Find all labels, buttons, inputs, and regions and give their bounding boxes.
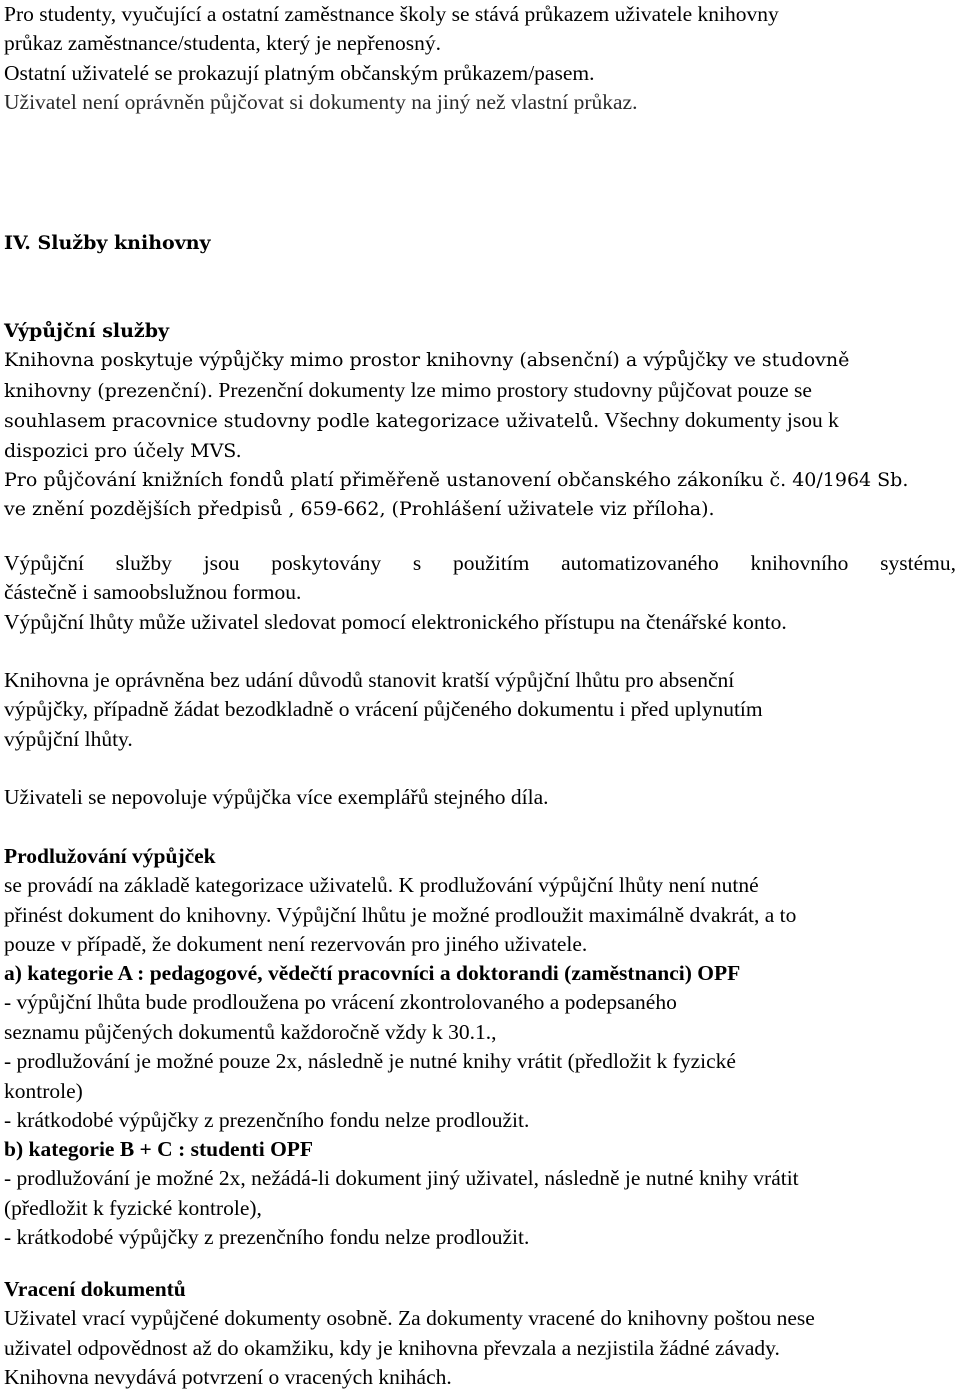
intro-line: průkaz zaměstnance/studenta, který je nepřenosný.: [4, 31, 441, 56]
system-line: částečně i samoobslužnou formou.: [4, 580, 302, 605]
kategorie-a-line: - krátkodobé výpůjčky z prezenčního fondu nelze prodloužit.: [4, 1108, 530, 1133]
opravnena-line: výpůjčky, případně žádat bezodkladně o vrácení půjčeného dokumentu i před uplynutím: [4, 697, 763, 722]
vypujcni-line: Knihovna poskytuje výpůjčky mimo prostor knihovny (absenční) a výpůjčky ve studovně: [4, 349, 850, 372]
vraceni-section: [4, 1275, 956, 1393]
system-paragraph: [4, 549, 956, 637]
kategorie-a-line: seznamu půjčených dokumentů každoročně vždy k 30.1.,: [4, 1019, 497, 1044]
kategorie-b-heading: b) kategorie B + C : studenti OPF: [4, 1137, 314, 1161]
prodluzovani-line: přinést dokument do knihovny. Výpůjční lhůtu je možné prodloužit maximálně dvakrát, a to: [4, 902, 797, 927]
intro-paragraph: [4, 0, 956, 118]
vraceni-line: Knihovna nevydává potvrzení o vracených knihách.: [4, 1365, 452, 1390]
kategorie-a-line: - prodlužování je možné pouze 2x, následně je nutné knihy vrátit (předložit k fyzické: [4, 1049, 736, 1074]
opravnena-line: Knihovna je oprávněna bez udání důvodů stanovit kratší výpůjční lhůtu pro absenční: [4, 668, 735, 692]
prodluzovani-heading: Prodlužování výpůjček: [4, 844, 216, 868]
intro-line: Ostatní uživatelé se prokazují platným občanským průkazem/pasem.: [4, 60, 595, 85]
vypujcni-line: Pro půjčování knižních fondů platí přiměřeně ustanovení občanského zákoníku č. 40/1964 Sb.: [4, 469, 909, 492]
prodluzovani-line: se provádí na základě kategorizace uživatelů. K prodlužování výpůjční lhůty není nutné: [4, 873, 759, 898]
prodluzovani-line: pouze v případě, že dokument není rezervován pro jiného uživatele.: [4, 932, 588, 957]
kategorie-b-section: [4, 1135, 956, 1253]
kategorie-a-heading: a) kategorie A : pedagogové, vědečtí pracovníci a doktorandi (zaměstnanci) OPF: [4, 961, 741, 985]
vypujcni-section: [4, 317, 956, 525]
kategorie-a-line: - výpůjční lhůta bude prodloužena po vrácení zkontrolovaného a podepsaného: [4, 990, 677, 1015]
system-line: Výpůjční lhůty může uživatel sledovat pomocí elektronického přístupu na čtenářské konto.: [4, 609, 787, 634]
prodluzovani-section: [4, 842, 956, 960]
kategorie-a-section: [4, 959, 956, 1135]
vypujcni-heading: Výpůjční služby: [4, 320, 170, 342]
vypujcni-line: knihovny (prezenční). Prezenční dokumenty lze mimo prostory studovny půjčovat pouze se: [4, 377, 812, 402]
opravnena-paragraph: [4, 666, 956, 754]
system-line: Výpůjční služby jsou poskytovány s použitím automatizovaného knihovního systému,: [4, 551, 956, 575]
intro-line: Uživatel není oprávněn půjčovat si dokumenty na jiný než vlastní průkaz.: [4, 90, 638, 115]
opravnena-line: výpůjční lhůty.: [4, 726, 133, 751]
nepovoluje-line: Uživateli se nepovoluje výpůjčka více exemplářů stejného díla.: [4, 785, 549, 809]
vypujcni-line: ve znění pozdějších předpisů , 659-662, (Prohlášení uživatele viz příloha).: [4, 498, 715, 521]
vraceni-heading: Vracení dokumentů: [4, 1277, 186, 1301]
kategorie-a-line: kontrole): [4, 1078, 83, 1103]
kategorie-b-line: - prodlužování je možné 2x, nežádá-li dokument jiný uživatel, následně je nutné knihy vrátit: [4, 1166, 799, 1191]
section-title: IV. Služby knihovny: [4, 232, 211, 254]
vraceni-line: Uživatel vrací vypůjčené dokumenty osobně. Za dokumenty vracené do knihovny poštou nese: [4, 1306, 815, 1331]
intro-line: Pro studenty, vyučující a ostatní zaměstnance školy se stává průkazem uživatele knihovny: [4, 2, 779, 26]
kategorie-b-line: (předložit k fyzické kontrole),: [4, 1195, 262, 1220]
kategorie-b-line: - krátkodobé výpůjčky z prezenčního fondu nelze prodloužit.: [4, 1225, 530, 1250]
vypujcni-line: dispozici pro účely MVS.: [4, 439, 242, 462]
vypujcni-line: souhlasem pracovnice studovny podle kategorizace uživatelů. Všechny dokumenty jsou k: [4, 408, 839, 433]
vraceni-line: uživatel odpovědnost až do okamžiku, kdy je knihovna převzala a nezjistila žádné závady.: [4, 1335, 780, 1360]
